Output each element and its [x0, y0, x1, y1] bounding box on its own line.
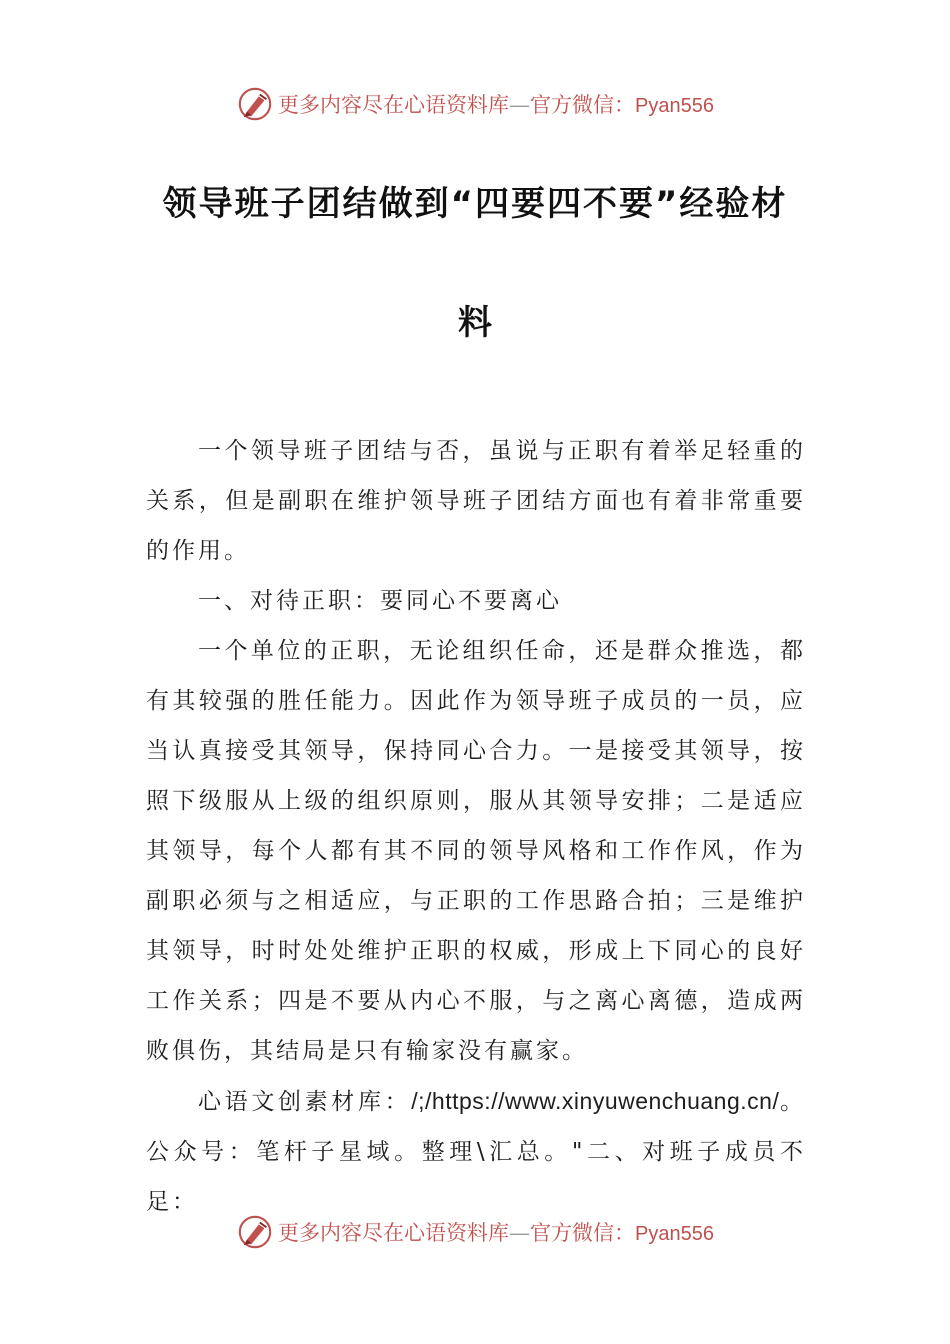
source-url-link[interactable]: /;/https://www.xinyuwenchuang.cn/ [411, 1088, 780, 1114]
footer-banner-cn: 更多内容尽在心语资料库 [278, 1221, 510, 1245]
document-title-line-1: 领导班子团结做到“四要四不要”经验材 [162, 184, 788, 224]
document-title-line-2: 料 [458, 303, 492, 343]
footer-banner-text [278, 1217, 714, 1247]
footer-banner-official: 官方微信： [530, 1221, 636, 1245]
document-body [146, 426, 806, 1227]
section-heading-1: 一、对待正职：要同心不要离心 [198, 588, 562, 614]
footer-banner-wechat-id: Pyan556 [635, 1223, 714, 1245]
paragraph-section-1: 一个单位的正职，无论组织任命，还是群众推选，都有其较强的胜任能力。因此作为领导班子成员的一员，应当认真接受其领导，保持同心合力。一是接受其领导，按照下级服从上级的组织原则，服从其领导安排；二是适应其领导，每个人都有其不同的领导风格和工作作风，作为副职必须与之相适应，与正职的工作思路合拍；三是维护其领导，时时处处维护正职的权威，形成上下同心的良好工作关系；四是不要从内心不服，与之离心离德，造成两败俱伤，其结局是只有输家没有赢家。 [146, 638, 806, 1064]
pen-nib-logo-icon [236, 1213, 274, 1251]
footer-banner [0, 1210, 950, 1254]
footer-banner-separator: — [509, 1221, 531, 1245]
pen-nib-logo-icon [236, 85, 274, 123]
paragraph-source-note [146, 1076, 806, 1227]
header-banner-text [278, 89, 714, 119]
header-banner [0, 82, 950, 126]
source-note-prefix: 心语文创素材库： [198, 1089, 412, 1115]
paragraph-intro: 一个领导班子团结与否，虽说与正职有着举足轻重的关系，但是副职在维护领导班子团结方面也有着非常重要的作用。 [146, 438, 806, 564]
header-banner-separator: — [509, 93, 531, 117]
header-banner-wechat-id: Pyan556 [635, 95, 714, 117]
header-banner-cn: 更多内容尽在心语资料库 [278, 93, 510, 117]
source-note-suffix: 。公众号：笔杆子星域。整理\汇总。"二、对班子成员不足： [146, 1089, 807, 1215]
header-banner-official: 官方微信： [530, 93, 636, 117]
